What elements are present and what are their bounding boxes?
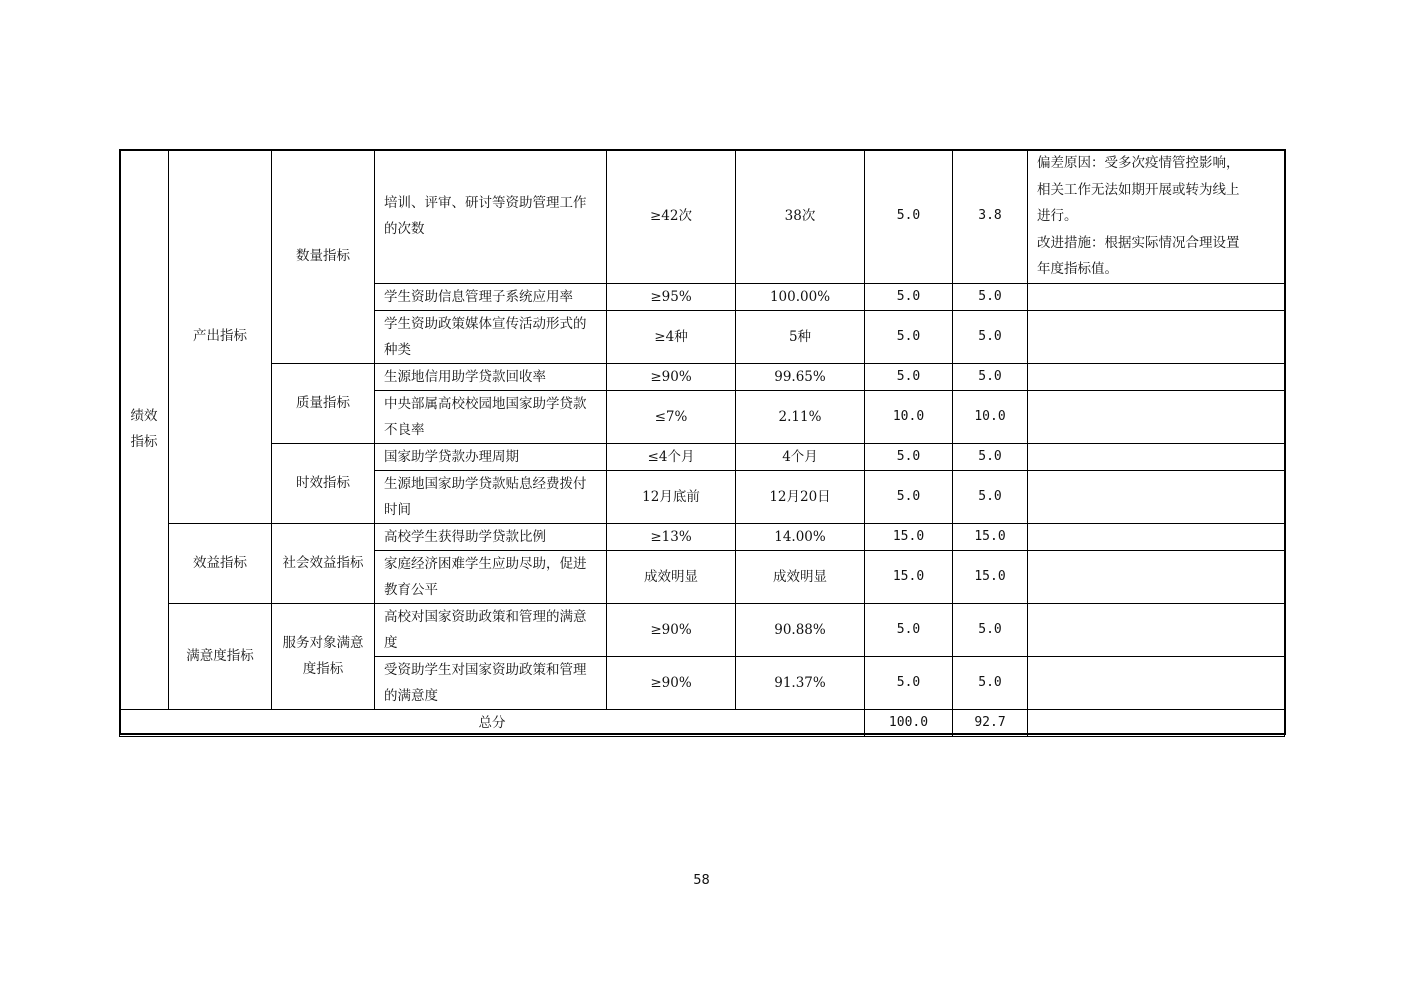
note-line: 改进措施：根据实际情况合理设置 <box>1037 234 1240 251</box>
score-cell: 5.0 <box>953 656 1028 709</box>
subgroup-quantity: 数量指标 <box>272 150 375 364</box>
note-line: 相关工作无法如期开展或转为线上 <box>1037 181 1240 198</box>
score-cell: 5.0 <box>953 363 1028 390</box>
indicator-cell: 国家助学贷款办理周期 <box>375 443 607 470</box>
page-number: 58 <box>693 873 710 888</box>
indicator-cell: 学生资助信息管理子系统应用率 <box>375 283 607 310</box>
score-cell: 5.0 <box>953 310 1028 363</box>
indicator-cell: 高校对国家资助政策和管理的满意度 <box>375 603 607 656</box>
actual-cell: 100.00% <box>736 283 865 310</box>
total-note-cell <box>1028 709 1285 736</box>
indicator-cell: 培训、评审、研讨等资助管理工作的次数 <box>375 150 607 284</box>
indicator-cell: 受资助学生对国家资助政策和管理的满意度 <box>375 656 607 709</box>
weight-cell: 5.0 <box>865 656 953 709</box>
weight-cell: 5.0 <box>865 310 953 363</box>
actual-cell: 38次 <box>736 150 865 284</box>
indicator-cell: 学生资助政策媒体宣传活动形式的种类 <box>375 310 607 363</box>
target-cell: ≥42次 <box>607 150 736 284</box>
indicator-cell: 生源地国家助学贷款贴息经费拨付时间 <box>375 470 607 523</box>
actual-cell: 90.88% <box>736 603 865 656</box>
target-cell: ≥4种 <box>607 310 736 363</box>
weight-cell: 5.0 <box>865 363 953 390</box>
note-line: 进行。 <box>1037 208 1078 224</box>
note-cell <box>1028 523 1285 550</box>
actual-cell: 12月20日 <box>736 470 865 523</box>
score-cell: 15.0 <box>953 523 1028 550</box>
total-row <box>120 709 1285 736</box>
note-cell <box>1028 363 1285 390</box>
note-line: 年度指标值。 <box>1037 261 1118 277</box>
indicator-cell: 家庭经济困难学生应助尽助，促进教育公平 <box>375 550 607 603</box>
actual-cell: 5种 <box>736 310 865 363</box>
note-cell <box>1028 470 1285 523</box>
indicator-cell: 生源地信用助学贷款回收率 <box>375 363 607 390</box>
subgroup-social: 社会效益指标 <box>272 523 375 603</box>
actual-cell: 4个月 <box>736 443 865 470</box>
actual-cell: 99.65% <box>736 363 865 390</box>
actual-cell: 91.37% <box>736 656 865 709</box>
score-cell: 5.0 <box>953 443 1028 470</box>
table-row <box>120 523 1285 550</box>
target-cell: ≥95% <box>607 283 736 310</box>
target-cell: ≥90% <box>607 656 736 709</box>
weight-cell: 5.0 <box>865 470 953 523</box>
note-cell <box>1028 656 1285 709</box>
target-cell: 12月底前 <box>607 470 736 523</box>
note-line: 偏差原因：受多次疫情管控影响， <box>1037 155 1240 171</box>
weight-cell: 5.0 <box>865 150 953 284</box>
target-cell: 成效明显 <box>607 550 736 603</box>
target-cell: ≥90% <box>607 603 736 656</box>
weight-cell: 5.0 <box>865 443 953 470</box>
actual-cell: 2.11% <box>736 390 865 443</box>
performance-indicator-table <box>119 149 1285 737</box>
table-row <box>120 443 1285 470</box>
note-cell <box>1028 603 1285 656</box>
score-cell: 5.0 <box>953 470 1028 523</box>
weight-cell: 5.0 <box>865 603 953 656</box>
note-cell <box>1028 390 1285 443</box>
group-output: 产出指标 <box>169 150 272 524</box>
table-row <box>120 150 1285 284</box>
score-cell: 10.0 <box>953 390 1028 443</box>
total-score: 92.7 <box>953 709 1028 736</box>
note-cell <box>1028 150 1285 284</box>
target-cell: ≤7% <box>607 390 736 443</box>
actual-cell: 成效明显 <box>736 550 865 603</box>
indicator-cell: 中央部属高校校园地国家助学贷款不良率 <box>375 390 607 443</box>
level1-cell: 绩效指标 <box>120 150 169 710</box>
target-cell: ≥90% <box>607 363 736 390</box>
subgroup-timeliness: 时效指标 <box>272 443 375 523</box>
total-label: 总分 <box>120 709 865 736</box>
note-cell <box>1028 443 1285 470</box>
target-cell: ≥13% <box>607 523 736 550</box>
actual-cell: 14.00% <box>736 523 865 550</box>
note-cell <box>1028 283 1285 310</box>
note-cell <box>1028 550 1285 603</box>
subgroup-service: 服务对象满意度指标 <box>272 603 375 709</box>
target-cell: ≤4个月 <box>607 443 736 470</box>
score-cell: 3.8 <box>953 150 1028 284</box>
subgroup-quality: 质量指标 <box>272 363 375 443</box>
note-cell <box>1028 310 1285 363</box>
weight-cell: 10.0 <box>865 390 953 443</box>
group-satisfaction: 满意度指标 <box>169 603 272 709</box>
weight-cell: 15.0 <box>865 523 953 550</box>
indicator-cell: 高校学生获得助学贷款比例 <box>375 523 607 550</box>
score-cell: 5.0 <box>953 283 1028 310</box>
score-cell: 15.0 <box>953 550 1028 603</box>
table-row <box>120 363 1285 390</box>
total-weight: 100.0 <box>865 709 953 736</box>
table-row <box>120 603 1285 656</box>
group-benefit: 效益指标 <box>169 523 272 603</box>
weight-cell: 15.0 <box>865 550 953 603</box>
score-cell: 5.0 <box>953 603 1028 656</box>
weight-cell: 5.0 <box>865 283 953 310</box>
